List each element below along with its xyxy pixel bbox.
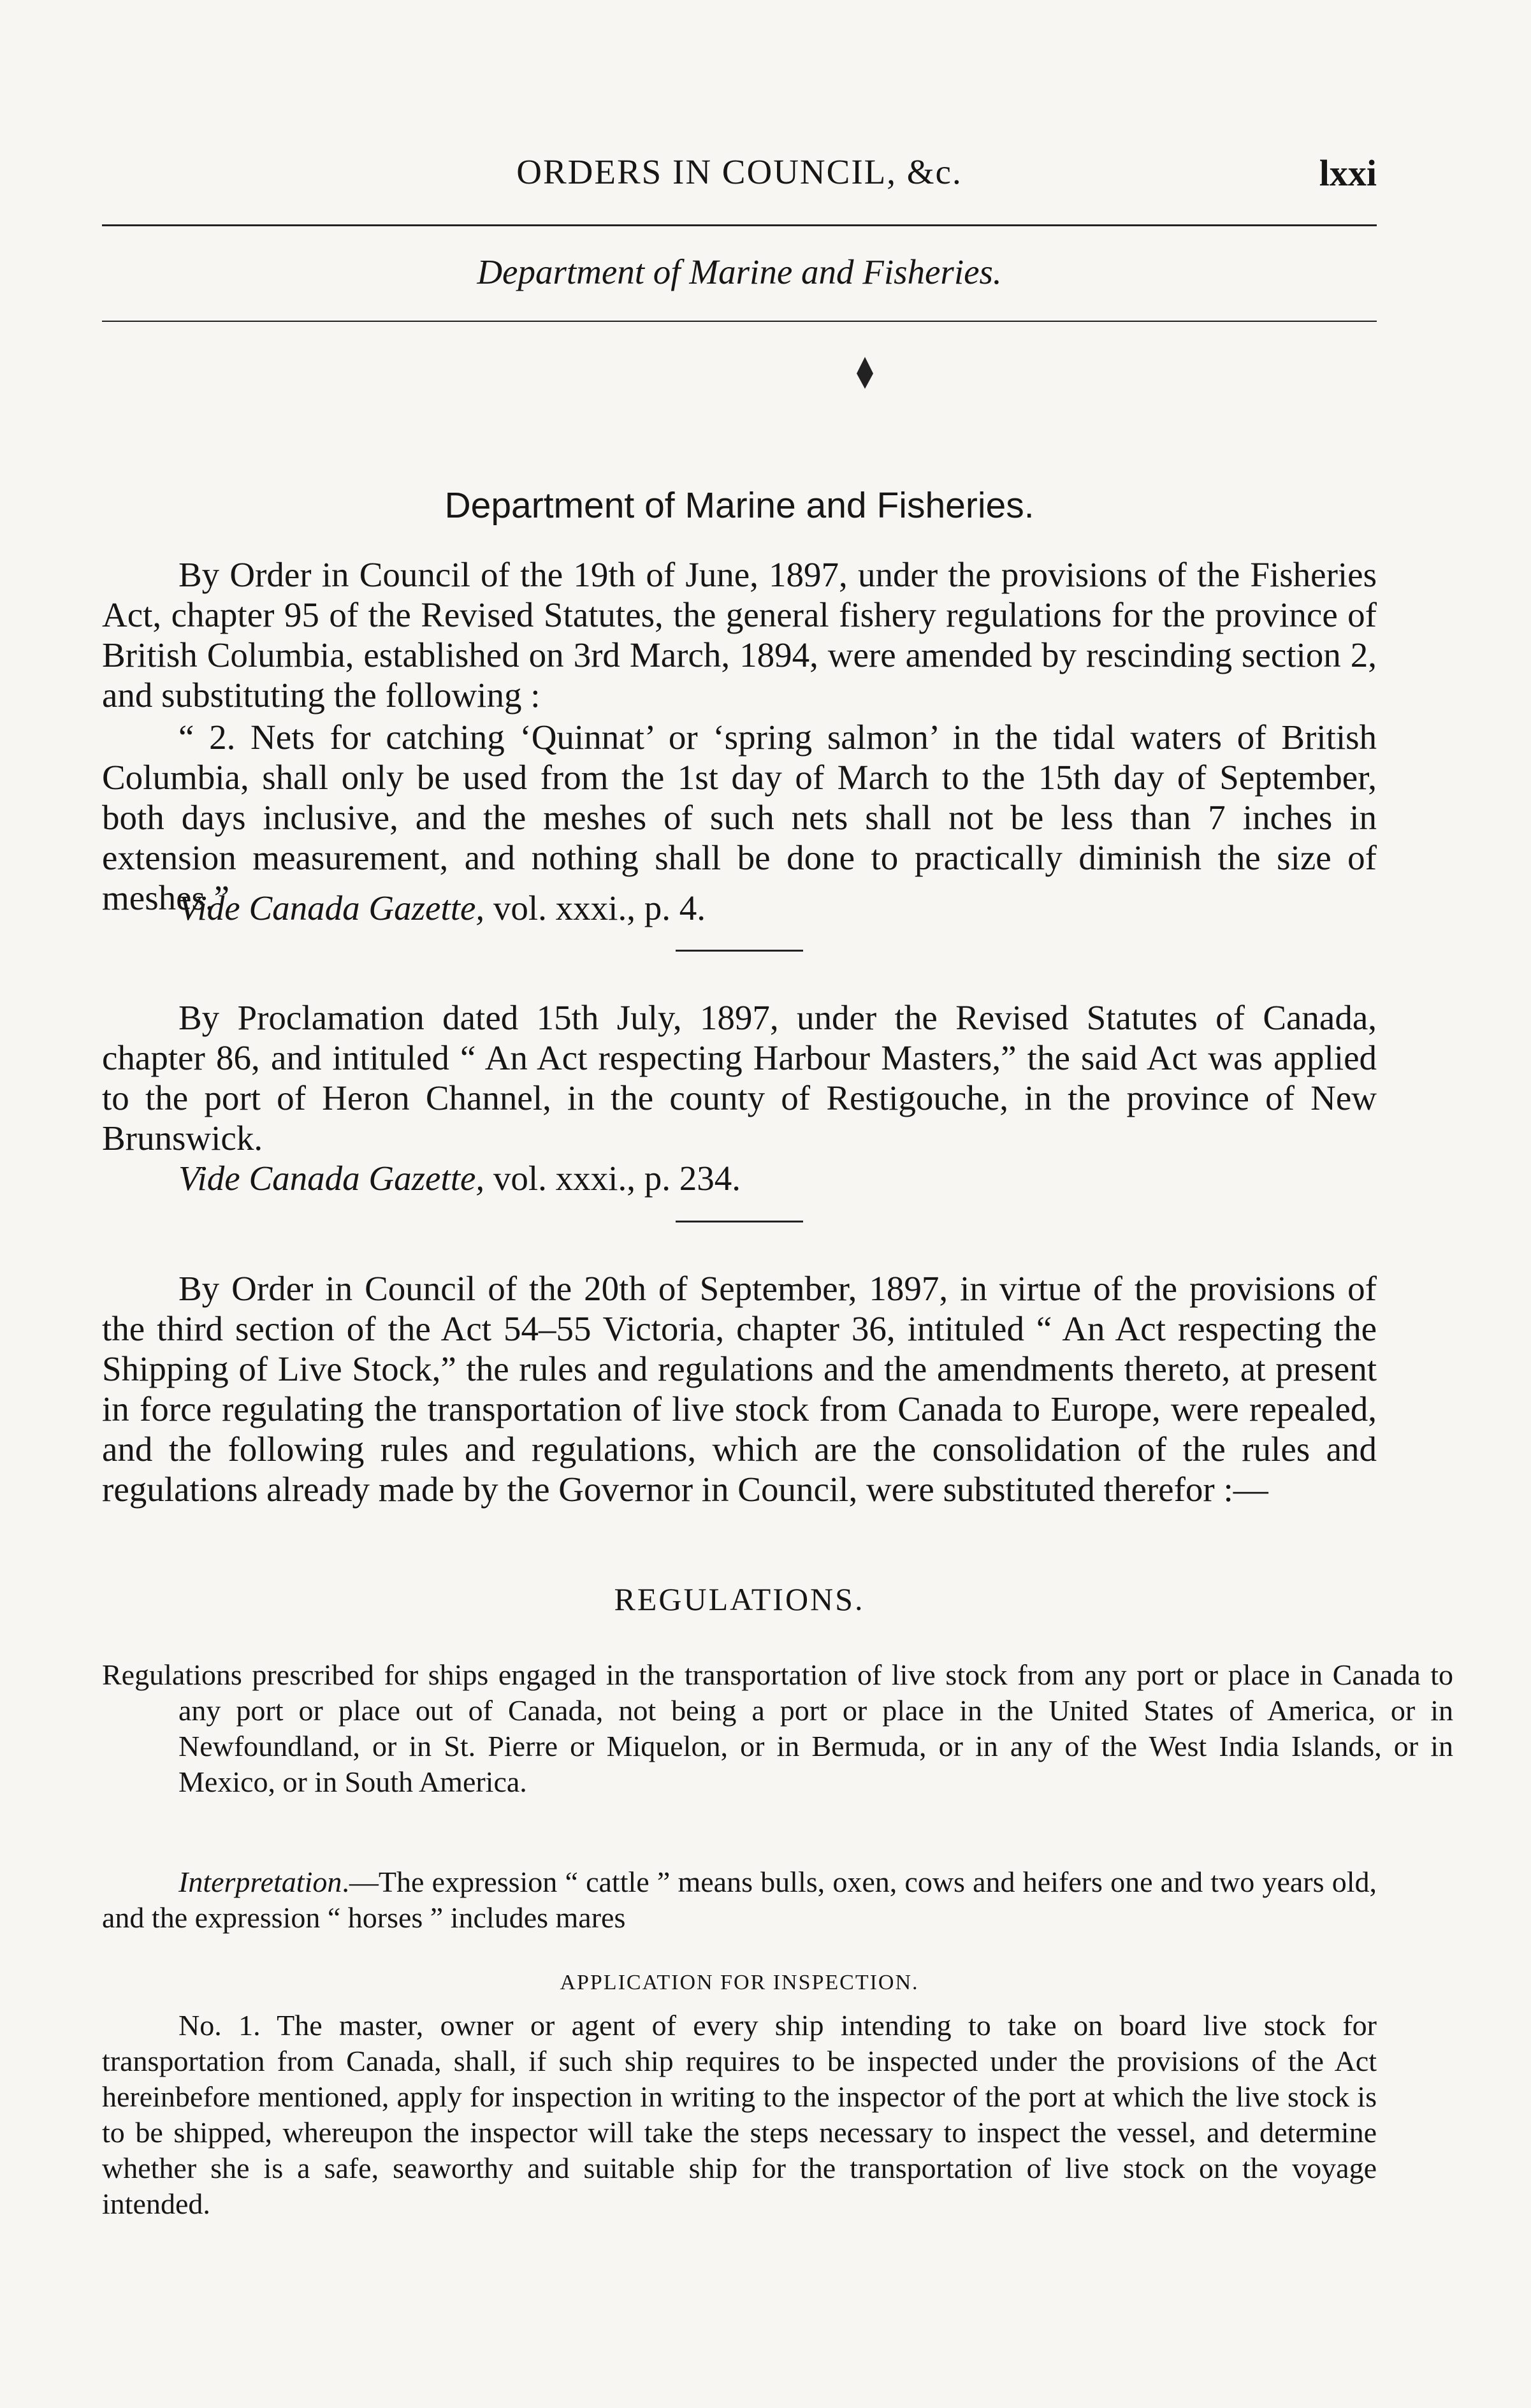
vide-citation-1 <box>178 888 706 928</box>
interpretation-label: Interpretation <box>178 1866 342 1898</box>
department-subhead: Department of Marine and Fisheries. <box>477 252 1002 291</box>
vide-gazette-2: Vide Canada Gazette, <box>178 1159 485 1198</box>
order-june-quote: “ 2. Nets for catching ‘Quinnat’ or ‘spring salmon’ in the tidal waters of British Columbia, shall only be used from the 1st day of March to the 15th day of September, both days inclusive, and the meshes of such nets shall not be less than 7 inches in extension measurement, and nothing shall be done to practically diminish the size of meshes.” <box>102 718 1377 917</box>
rule-1-paragraph: No. 1. The master, owner or agent of every ship intending to take on board live stock for transportation from Canada, shall, if such ship requires to be inspected under the provisions of the Act hereinbefore mentioned, apply for inspection in writing to the inspector of the port at which the live stock is to be shipped, whereupon the inspector will take the steps necessary to inspect the vessel, and determine whether she is a safe, seaworthy and suitable ship for the transportation of live stock on the voyage intended. <box>102 2009 1377 2220</box>
order-september-paragraph: By Order in Council of the 20th of September, 1897, in virtue of the provisions of the third section of the Act 54–55 Victoria, chapter 36, intituled “ An Act respecting the Shipping of Live Stock,” the rules and regulations and the amendments thereto, at present in force regulating the transportation of live stock from Canada to Europe, were repealed, and the following rules and regulations, which are the consolidation of the rules and regulations already made by the Governor in Council, were substituted therefor :— <box>102 1269 1377 1509</box>
interpretation-paragraph <box>102 1864 1377 1936</box>
vide-reference-2: vol. xxxi., p. 234. <box>484 1159 741 1198</box>
header-rule-top <box>102 224 1377 226</box>
header-rule-bottom <box>102 321 1377 322</box>
separator-rule-1 <box>676 950 803 952</box>
vide-gazette-1: Vide Canada Gazette, <box>178 888 485 927</box>
page-number: lxxi <box>1319 152 1377 194</box>
vide-reference-1: vol. xxxi., p. 4. <box>484 888 706 927</box>
printer-ornament-icon <box>854 357 876 389</box>
interpretation-text: .—The expression “ cattle ” means bulls, oxen, cows and heifers one and two years old, and the expression “ horses ” includes mares <box>102 1866 1377 1934</box>
running-title: ORDERS IN COUNCIL, &c. <box>516 152 962 191</box>
order-june-paragraph: By Order in Council of the 19th of June, 1897, under the provisions of the Fisheries Act, chapter 95 of the Revised Statutes, the general fishery regulations for the province of British Columbia, established on 3rd March, 1894, were amended by rescinding section 2, and substituting the following : <box>102 555 1377 714</box>
section-title: Department of Marine and Fisheries. <box>444 485 1034 526</box>
vide-citation-2 <box>178 1158 741 1198</box>
proclamation-paragraph: By Proclamation dated 15th July, 1897, under the Revised Statutes of Canada, chapter 86, and intituled “ An Act respecting Harbour Masters,” the said Act was applied to the port of Heron Channel, in the county of Restigouche, in the province of New Brunswick. <box>102 998 1377 1157</box>
separator-rule-2 <box>676 1221 803 1222</box>
regulations-scope: Regulations prescribed for ships engaged in the transportation of live stock from any port or place in Canada to any port or place out of Canada, not being a port or place in the United States of America, or in Newfoundland, or in St. Pierre or Miquelon, or in Bermuda, or in any of the West India Islands, or in Mexico, or in South America. <box>102 1658 1453 1798</box>
running-head <box>102 152 1377 203</box>
application-heading: APPLICATION FOR INSPECTION. <box>560 1971 919 1994</box>
regulations-title: REGULATIONS. <box>614 1581 865 1617</box>
document-page <box>102 0 1453 2408</box>
